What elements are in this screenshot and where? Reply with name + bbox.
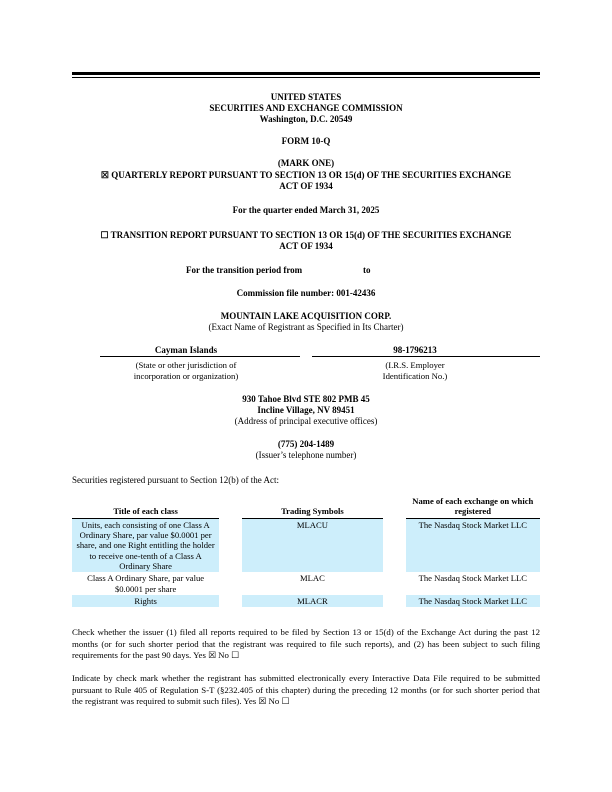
filed-reports-paragraph: Check whether the issuer (1) filed all reports required to be filed by Section 13 or 15(d) of the Exchange Act during the past 12 months (or for such shorter period that the registrant was required to file such reports), and (2) has been subject to such filing requirements for the past 90 days. Yes ☒ No ☐ — [72, 627, 540, 661]
securities-table-header — [72, 496, 540, 518]
jurisdiction-caption-1: (State or other jurisdiction of — [135, 360, 237, 370]
address-caption: (Address of principal executive offices) — [234, 416, 378, 426]
ein: 98-1796213 — [393, 345, 437, 355]
row-exchange: The Nasdaq Stock Market LLC — [406, 518, 540, 572]
interactive-data-paragraph: Indicate by check mark whether the registrant has submitted electronically every Interactive Data File required to be submitted pursuant to Rule 405 of Regulation S-T (§232.405 of this chapter) during the preceding 12 months (or for such shorter period that the registrant was required to submit such files). Yes ☒ No ☐ — [72, 673, 540, 707]
securities-intro: Securities registered pursuant to Section 12(b) of the Act: — [72, 475, 279, 485]
header-country: UNITED STATES — [270, 92, 342, 102]
registrant-name-caption: (Exact Name of Registrant as Specified in Its Charter) — [208, 322, 404, 332]
ein-rule — [312, 356, 540, 357]
transition-period-from: For the transition period from — [186, 265, 303, 275]
table-row — [72, 595, 540, 607]
mark-one: (MARK ONE) — [277, 158, 335, 168]
securities-table — [72, 496, 540, 607]
top-rule-thin — [72, 77, 540, 78]
address-line-2: Incline Village, NV 89451 — [257, 405, 355, 415]
ein-caption-2: Identification No.) — [382, 371, 448, 381]
row-title: Units, each consisting of one Class A Ordinary Share, par value $0.0001 per share, and one Right entitling the holder to receive one-tenth of a Class A Ordinary Share — [72, 518, 219, 572]
form-type: FORM 10-Q — [281, 136, 331, 146]
commission-file-number: Commission file number: 001-42436 — [236, 288, 376, 298]
registrant-name: MOUNTAIN LAKE ACQUISITION CORP. — [220, 311, 392, 321]
header-title: Title of each class — [72, 496, 219, 518]
transition-report-line-1: ☐ TRANSITION REPORT PURSUANT TO SECTION 13 OR 15(d) OF THE SECURITIES EXCHANGE — [100, 230, 512, 240]
table-row — [72, 518, 540, 572]
jurisdiction: Cayman Islands — [154, 345, 218, 355]
row-exchange: The Nasdaq Stock Market LLC — [418, 573, 527, 584]
row-title: Class A Ordinary Share, par value $0.0001 per share — [87, 573, 205, 594]
jurisdiction-caption-2: incorporation or organization) — [133, 371, 239, 381]
row-exchange: The Nasdaq Stock Market LLC — [406, 595, 540, 607]
quarter-ended: For the quarter ended March 31, 2025 — [232, 205, 380, 215]
row-symbol: MLACU — [242, 518, 383, 572]
header-exchange: Name of each exchange on which registered — [406, 496, 540, 518]
header-symbol: Trading Symbols — [242, 496, 383, 518]
address-line-1: 930 Tahoe Blvd STE 802 PMB 45 — [242, 394, 370, 404]
row-title: Rights — [72, 595, 219, 607]
quarterly-report-line-2: ACT OF 1934 — [279, 181, 333, 191]
quarterly-report-line-1: ☒ QUARTERLY REPORT PURSUANT TO SECTION 13 OR 15(d) OF THE SECURITIES EXCHANGE — [100, 170, 512, 180]
table-row — [72, 572, 540, 595]
row-symbol: MLACR — [242, 595, 383, 607]
phone: (775) 204-1489 — [277, 439, 335, 449]
jurisdiction-rule — [100, 356, 300, 357]
phone-caption: (Issuer’s telephone number) — [255, 450, 357, 460]
transition-period-to: to — [363, 265, 371, 275]
header-commission: SECURITIES AND EXCHANGE COMMISSION — [209, 103, 403, 113]
top-rule-thick — [72, 72, 540, 75]
ein-caption-1: (I.R.S. Employer — [385, 360, 445, 370]
row-symbol: MLAC — [299, 573, 325, 584]
header-city: Washington, D.C. 20549 — [259, 114, 353, 124]
transition-report-line-2: ACT OF 1934 — [279, 241, 333, 251]
